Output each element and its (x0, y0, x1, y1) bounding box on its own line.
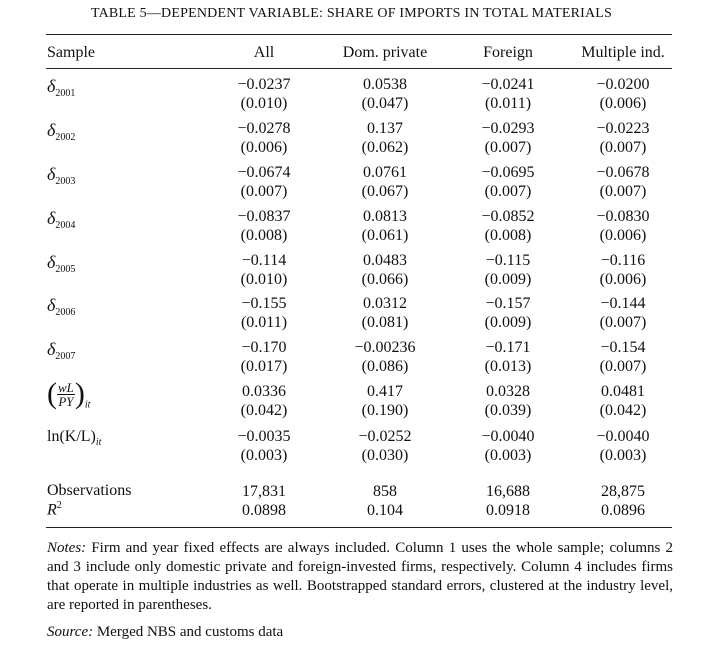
se-foreign: (0.009) (484, 314, 532, 331)
table-source: Source: Merged NBS and customs data (47, 624, 284, 640)
coef-multiple-ind: −0.0830 (596, 208, 650, 225)
observations-multiple-ind: 28,875 (601, 483, 645, 500)
coef-foreign: 0.0328 (486, 383, 530, 400)
se-multiple-ind: (0.042) (599, 402, 647, 419)
r2-label: $R^2$ (47, 500, 62, 519)
observations-all: 17,831 (242, 483, 286, 500)
se-dom-private: (0.067) (361, 183, 409, 200)
r2-foreign: 0.0918 (486, 502, 530, 519)
coef-multiple-ind: −0.154 (600, 339, 646, 356)
se-foreign: (0.007) (484, 183, 532, 200)
table-notes: Notes: Firm and year fixed effects are always included. Column 1 uses the whole sample; columns 2 and 3 include only domestic private and foreign-invested firms, respectively. Column 4 includes firms that operate in multiple industries as well. Bootstrapped standard errors, clustered at the industry level, are reported in parentheses. (47, 540, 673, 613)
r2-all: 0.0898 (242, 502, 286, 519)
observations-foreign: 16,688 (486, 483, 530, 500)
se-foreign: (0.007) (484, 139, 532, 156)
se-multiple-ind: (0.006) (599, 227, 647, 244)
coef-foreign: −0.0695 (481, 164, 535, 181)
row-label: $\delta_{2002}$ (47, 120, 76, 143)
coef-all: −0.0278 (237, 120, 291, 137)
se-multiple-ind: (0.007) (599, 139, 647, 156)
se-all: (0.006) (240, 139, 288, 156)
se-multiple-ind: (0.003) (599, 447, 647, 464)
header-multiple-ind: Multiple ind. (581, 44, 665, 61)
row-label: $\delta_{2004}$ (47, 208, 76, 231)
se-multiple-ind: (0.006) (599, 95, 647, 112)
coef-all: −0.114 (241, 252, 287, 269)
se-dom-private: (0.047) (361, 95, 409, 112)
coef-foreign: −0.0852 (481, 208, 535, 225)
se-dom-private: (0.190) (361, 402, 409, 419)
row-label: $\delta_{2005}$ (47, 252, 76, 275)
se-dom-private: (0.061) (361, 227, 409, 244)
header-foreign: Foreign (483, 44, 533, 61)
coef-all: −0.0237 (237, 76, 291, 93)
row-label: ( $\frac{wL}{PY}$ )$_{it}$ (47, 377, 91, 411)
coef-multiple-ind: −0.0040 (596, 428, 650, 445)
coef-dom-private: 0.0813 (363, 208, 407, 225)
coef-multiple-ind: −0.144 (600, 295, 646, 312)
coef-dom-private: 0.0483 (363, 252, 407, 269)
coef-foreign: −0.0293 (481, 120, 535, 137)
se-multiple-ind: (0.007) (599, 314, 647, 331)
coef-dom-private: 0.0538 (363, 76, 407, 93)
se-all: (0.007) (240, 183, 288, 200)
coef-all: −0.0837 (237, 208, 291, 225)
coef-dom-private: 0.0761 (363, 164, 407, 181)
header-sample: Sample (47, 44, 95, 61)
row-label: $\ln(K/L)_{it}$ (47, 428, 102, 448)
coef-dom-private: −0.00236 (354, 339, 416, 356)
r2-dom-private: 0.104 (367, 502, 403, 519)
se-multiple-ind: (0.007) (599, 358, 647, 375)
row-label: $\delta_{2006}$ (47, 295, 76, 318)
row-label: $\delta_{2003}$ (47, 164, 76, 187)
se-all: (0.017) (240, 358, 288, 375)
se-dom-private: (0.030) (361, 447, 409, 464)
se-foreign: (0.039) (484, 402, 532, 419)
row-label: $\delta_{2001}$ (47, 76, 76, 99)
row-label: $\delta_{2007}$ (47, 339, 76, 362)
coef-dom-private: −0.0252 (358, 428, 412, 445)
coef-dom-private: 0.0312 (363, 295, 407, 312)
se-all: (0.042) (240, 402, 288, 419)
se-multiple-ind: (0.007) (599, 183, 647, 200)
header-dom-private: Dom. private (342, 44, 428, 61)
observations-dom-private: 858 (373, 483, 397, 500)
coef-multiple-ind: −0.0200 (596, 76, 650, 93)
header-all: All (253, 44, 275, 61)
se-foreign: (0.011) (484, 95, 532, 112)
se-all: (0.011) (240, 314, 288, 331)
se-dom-private: (0.062) (361, 139, 409, 156)
se-all: (0.010) (240, 271, 288, 288)
se-foreign: (0.003) (484, 447, 532, 464)
header-rule (46, 68, 672, 69)
coef-foreign: −0.115 (485, 252, 531, 269)
coef-multiple-ind: −0.0678 (596, 164, 650, 181)
coef-all: 0.0336 (242, 383, 286, 400)
se-multiple-ind: (0.006) (599, 271, 647, 288)
se-foreign: (0.009) (484, 271, 532, 288)
coef-multiple-ind: 0.0481 (601, 383, 645, 400)
coef-dom-private: 0.417 (367, 383, 403, 400)
coef-foreign: −0.171 (485, 339, 531, 356)
coef-all: −0.0035 (237, 428, 291, 445)
coef-all: −0.0674 (237, 164, 291, 181)
se-foreign: (0.013) (484, 358, 532, 375)
r2-multiple-ind: 0.0896 (601, 502, 645, 519)
top-rule (46, 34, 672, 35)
se-foreign: (0.008) (484, 227, 532, 244)
se-dom-private: (0.081) (361, 314, 409, 331)
se-dom-private: (0.086) (361, 358, 409, 375)
observations-label: Observations (47, 482, 132, 499)
coef-foreign: −0.0241 (481, 76, 535, 93)
coef-multiple-ind: −0.0223 (596, 120, 650, 137)
coef-all: −0.155 (241, 295, 287, 312)
coef-foreign: −0.0040 (481, 428, 535, 445)
table-title: TABLE 5—DEPENDENT VARIABLE: SHARE OF IMPORTS IN TOTAL MATERIALS (90, 6, 613, 21)
se-dom-private: (0.066) (361, 271, 409, 288)
coef-dom-private: 0.137 (367, 120, 403, 137)
coef-multiple-ind: −0.116 (600, 252, 646, 269)
se-all: (0.008) (240, 227, 288, 244)
bottom-rule (46, 527, 672, 528)
coef-all: −0.170 (241, 339, 287, 356)
se-all: (0.003) (240, 447, 288, 464)
coef-foreign: −0.157 (485, 295, 531, 312)
se-all: (0.010) (240, 95, 288, 112)
